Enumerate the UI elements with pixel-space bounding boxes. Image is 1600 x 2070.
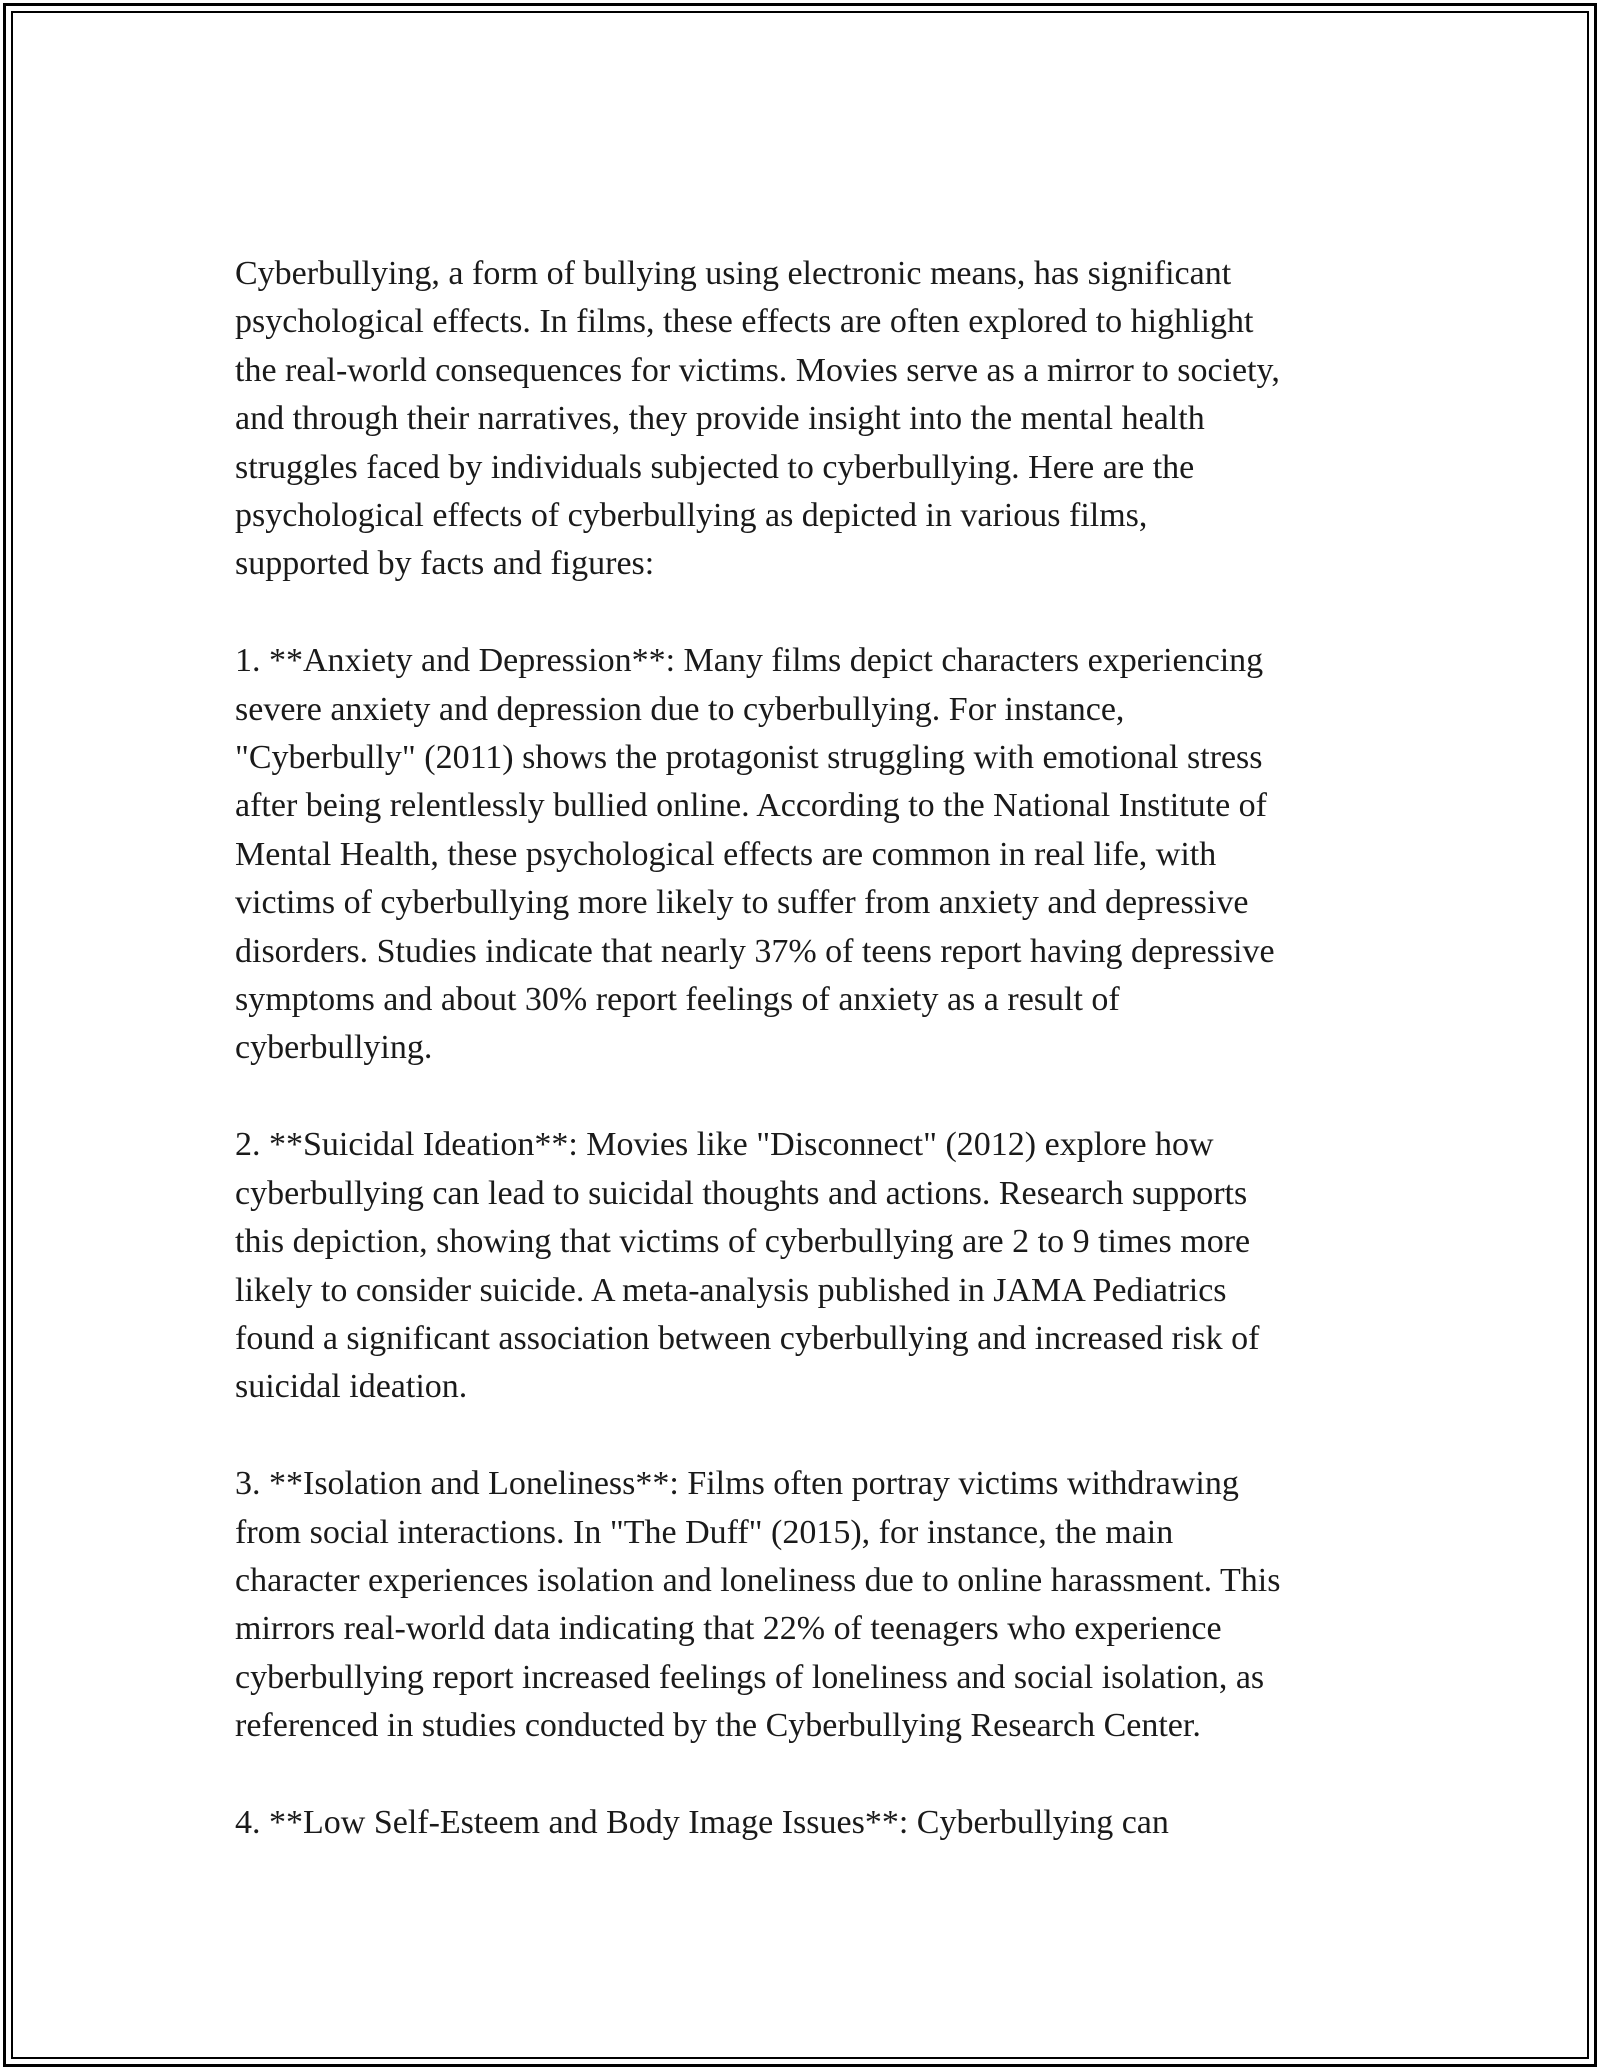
self-esteem-paragraph: 4. **Low Self-Esteem and Body Image Issues**: Cyberbullying can: [235, 1803, 1169, 1841]
isolation-loneliness-paragraph: 3. **Isolation and Loneliness**: Films often portray victims withdrawing from social interactions. In "The Duff" (2015), for instance, the main character experiences isolation and loneliness due to online harassment. This mirrors real-world data indicating that 22% of teenagers who experience cyberbullying report increased feelings of loneliness and social isolation, as referenced in studies conducted by the Cyberbullying Research Center.: [235, 1465, 1281, 1745]
suicidal-ideation-paragraph: 2. **Suicidal Ideation**: Movies like "Disconnect" (2012) explore how cyberbullying can lead to suicidal thoughts and actions. Research supports this depiction, showing that victims of cyberbullying are 2 to 9 times more likely to consider suicide. A meta-analysis published in JAMA Pediatrics found a significant association between cyberbullying and increased risk of suicidal ideation.: [235, 1126, 1260, 1406]
document-body: [235, 250, 1385, 1847]
intro-paragraph: Cyberbullying, a form of bullying using electronic means, has significant psychological effects. In films, these effects are often explored to highlight the real-world consequences for victims. Movies serve as a mirror to society, and through their narratives, they provide insight into the mental health struggles faced by individuals subjected to cyberbullying. Here are the psychological effects of cyberbullying as depicted in various films, supported by facts and figures:: [235, 255, 1280, 583]
anxiety-depression-paragraph: 1. **Anxiety and Depression**: Many films depict characters experiencing severe anxiety and depression due to cyberbullying. For instance, "Cyberbully" (2011) shows the protagonist struggling with emotional stress after being relentlessly bullied online. According to the National Institute of Mental Health, these psychological effects are common in real life, with victims of cyberbullying more likely to suffer from anxiety and depressive disorders. Studies indicate that nearly 37% of teens report having depressive symptoms and about 30% report feelings of anxiety as a result of cyberbullying.: [235, 642, 1275, 1067]
